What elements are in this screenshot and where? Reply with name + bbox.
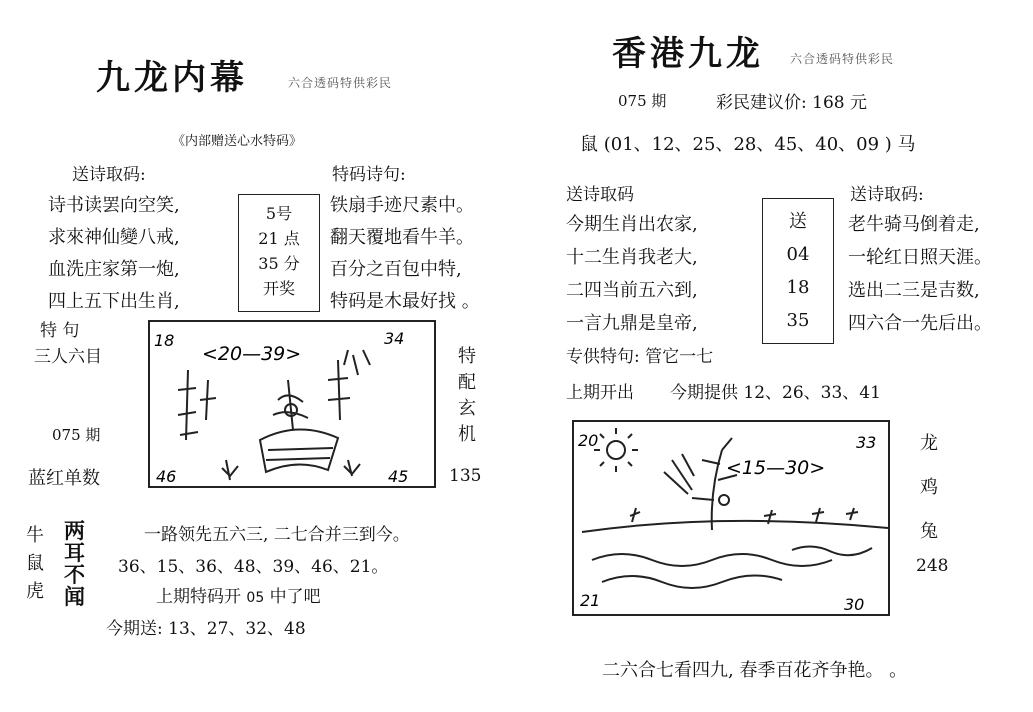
send-box-line: 18 xyxy=(786,277,810,298)
left-line-2: 36、15、36、48、39、46、21。 xyxy=(118,557,389,577)
left-issue: 075 期 xyxy=(52,426,101,444)
poem-line: 四六合一先后出。 xyxy=(848,313,992,334)
side-char: 机 xyxy=(458,424,476,445)
right-subtitle: 六合透码特供彩民 xyxy=(790,52,895,66)
right-poem-right xyxy=(848,208,992,340)
range-label: <15—30> xyxy=(726,457,826,479)
left-drawing xyxy=(148,320,438,490)
special-phrase: 三人六目 xyxy=(34,347,102,367)
left-poem-heading: 送诗取码: xyxy=(72,165,146,185)
left-title: 九龙内幕 xyxy=(96,58,248,98)
poem-line: 诗书读罢向空笑, xyxy=(48,195,180,216)
time-box-line: 35 分 xyxy=(258,254,300,273)
big-phrase: 两耳不闻 xyxy=(64,518,85,609)
time-box-line: 21 点 xyxy=(258,229,300,248)
side-char: 兔 xyxy=(920,521,938,542)
time-box xyxy=(238,194,320,312)
right-side-number: 248 xyxy=(916,556,949,576)
right-poem-heading-right: 送诗取码: xyxy=(850,185,924,205)
provide-line: 今期提供 12、26、33、41 xyxy=(670,383,881,403)
time-box-line: 开奖 xyxy=(262,279,295,298)
corner-number: 18 xyxy=(154,331,175,350)
side-char: 玄 xyxy=(458,398,476,419)
zodiac-list xyxy=(26,522,44,606)
right-footer: 二六合七看四九, 春季百花齐争艳。 。 xyxy=(602,660,908,681)
corner-number: 46 xyxy=(156,467,177,486)
right-poem-heading: 送诗取码 xyxy=(566,185,634,205)
poem-line: 选出二三是吉数, xyxy=(848,280,980,301)
send-box-line: 送 xyxy=(789,211,807,232)
special-label: 特 句 xyxy=(40,321,80,341)
right-poem-left xyxy=(566,208,698,340)
range-label: <20—39> xyxy=(202,343,302,365)
left-line-4: 今期送: 13、27、32、48 xyxy=(106,619,306,639)
left-subtitle: 六合透码特供彩民 xyxy=(288,76,393,90)
line3-suffix: 中了吧 xyxy=(269,587,321,607)
side-char: 特 xyxy=(458,346,476,367)
corner-number: 34 xyxy=(384,329,405,348)
zodiac-item: 虎 xyxy=(26,581,44,602)
poem-line: 翻天覆地看牛羊。 xyxy=(330,227,474,248)
poem-line: 百分之百包中特, xyxy=(330,259,462,280)
poem-line: 特码是木最好找 。 xyxy=(330,291,480,312)
send-box-line: 04 xyxy=(786,244,810,265)
poem-line: 今期生肖出农家, xyxy=(566,214,698,235)
side-char: 鸡 xyxy=(920,477,938,498)
left-side-number: 135 xyxy=(449,466,482,486)
right-side-chars xyxy=(920,422,938,554)
poem-line: 四上五下出生肖, xyxy=(48,291,180,312)
left-poem-right xyxy=(330,190,480,318)
poem-line: 二四当前五六到, xyxy=(566,280,698,301)
last-label: 上期开出 xyxy=(566,383,634,403)
corner-number: 33 xyxy=(856,433,877,452)
left-poem-heading-right: 特码诗句: xyxy=(332,165,406,185)
poem-line: 一轮红日照天涯。 xyxy=(848,247,992,268)
corner-number: 20 xyxy=(578,431,599,450)
corner-number: 45 xyxy=(388,467,409,486)
poem-line: 血洗庄家第一炮, xyxy=(48,259,180,280)
right-drawing xyxy=(572,420,892,618)
send-box-line: 35 xyxy=(786,310,810,331)
numbers-line: 鼠 (01、12、25、28、45、40、09 ) 马 xyxy=(580,134,916,155)
left-side-chars xyxy=(458,344,476,448)
send-box xyxy=(762,198,834,344)
poem-line: 一言九鼎是皇帝, xyxy=(566,313,698,334)
poem-line: 求來神仙變八戒, xyxy=(48,227,180,248)
line3-number: 05 xyxy=(246,590,265,606)
left-line-3 xyxy=(156,582,321,607)
corner-number: 30 xyxy=(844,595,865,614)
time-box-line: 5号 xyxy=(265,204,293,223)
poem-line: 铁扇手迹尺素中。 xyxy=(330,195,474,216)
color-hint: 蓝红单数 xyxy=(28,468,100,489)
zodiac-item: 牛 xyxy=(26,525,44,546)
left-gift-note: 《内部赠送心水特码》 xyxy=(172,134,303,149)
left-poem-left xyxy=(48,190,180,318)
line3-prefix: 上期特码开 xyxy=(156,587,241,607)
zodiac-item: 鼠 xyxy=(26,553,44,574)
drawing-frame xyxy=(573,421,889,615)
price-line: 彩民建议价: 168 元 xyxy=(716,93,867,113)
left-line-1: 一路领先五六三, 二七合并三到今。 xyxy=(144,525,410,545)
poem-line: 老牛骑马倒着走, xyxy=(848,214,980,235)
corner-number: 21 xyxy=(580,591,601,610)
right-title: 香港九龙 xyxy=(612,34,764,74)
side-char: 龙 xyxy=(920,433,938,454)
side-char: 配 xyxy=(458,372,476,393)
special-line: 专供特句: 管它一七 xyxy=(566,347,714,367)
right-issue: 075 期 xyxy=(618,92,667,110)
poem-line: 十二生肖我老大, xyxy=(566,247,698,268)
